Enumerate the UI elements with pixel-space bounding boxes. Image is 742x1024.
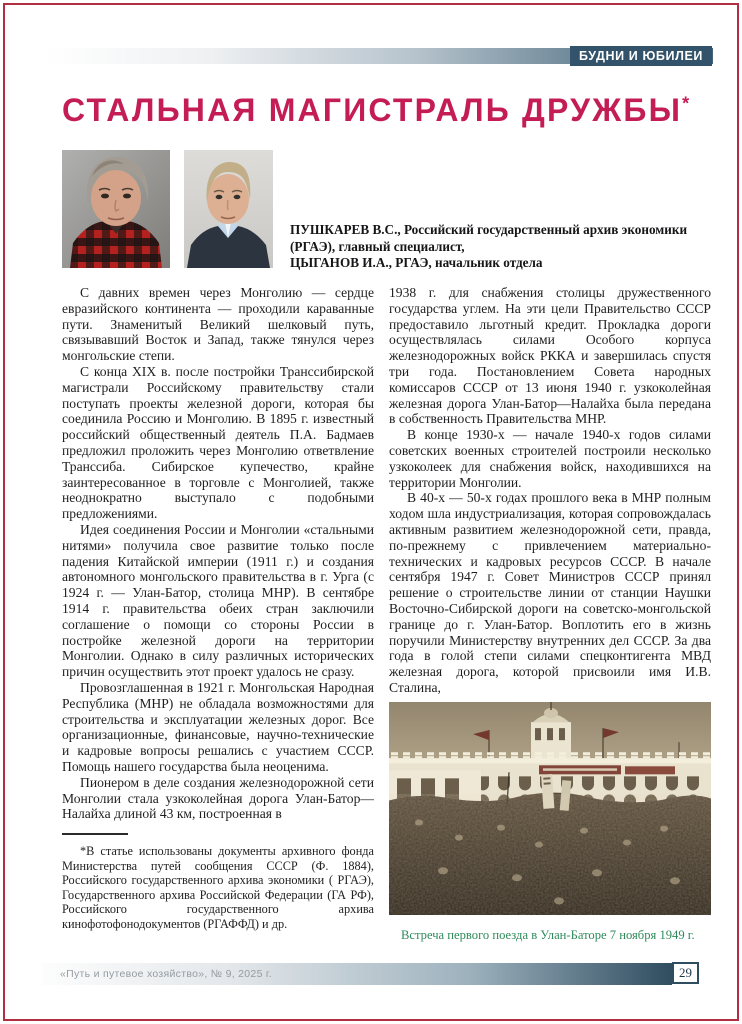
photo-caption: Встреча первого поезда в Улан-Баторе 7 ноября 1949 г. [401, 927, 695, 942]
authors-block [290, 222, 711, 271]
left-column [62, 285, 374, 944]
author-line: ПУШКАРЕВ В.С., Российский государственный архив экономики [290, 222, 688, 238]
footnote-separator [62, 833, 128, 835]
author-line: (РГАЭ), главный специалист, [290, 238, 465, 254]
title-footnote-mark: * [682, 93, 690, 114]
page-number-box [672, 962, 699, 984]
body-paragraph: Пионером в деле создания железнодорожной сети Монголии стала узкоколейная дорога Улан-Батор—Налайха длиной 43 км, построенная в [62, 774, 374, 822]
body-paragraph: Идея соединения России и Монголии «стальными нитями» получила свое развитие только после падения Китайской империи (1911 г.) и создания автономного монгольского правительства в г. Урга (с 1924 г. — Улан-Батор, столица МНР). В сентябре 1914 г. правительства обеих стран заключили соглашение о помощи со стороны России в постройке железной дороги на территории Монголии. Однако в силу различных исторических причин осуществить этот проект удалось не сразу. [62, 521, 374, 680]
page-number: 29 [679, 965, 692, 980]
section-label: БУДНИ И ЮБИЛЕИ [570, 46, 712, 66]
body-paragraph: Провозглашенная в 1921 г. Монгольская Народная Республика (МНР) не обладала возможностями для строительства и эксплуатации железных дорог. Все организационные, финансовые, научно-технические и кадровые вопросы решались с участием СССР. Помощь нашего государства была неоценима. [62, 679, 374, 774]
author-photo-tsyganov [184, 150, 273, 268]
body-paragraph: С давних времен через Монголию — сердце евразийского континента — проходили караванные пути. Знаменитый Великий шелковый путь, связывавший Восток и Запад, также тянулся через монгольские степи. [62, 285, 374, 364]
body-paragraph: В конце 1930-х — начале 1940-х годов силами советских военных строителей построили несколько узкоколеек для снабжения войск, находившихся на территории Монголии. [389, 427, 711, 490]
footnote-text: *В статье использованы документы архивного фонда Министерства путей сообщения СССР (Ф. 1884), Российского государственного архива экономики ( РГАЭ), Государственного архива Российской Федерации (ГА РФ), Российского государственного архива кинофотофонодокументов (РГАФФД) и др. [62, 844, 374, 932]
body-paragraph: В 40-х — 50-х годах прошлого века в МНР полным ходом шла индустриализация, которая сопровождалась активным развитием железнодорожной сети, правда, по-прежнему с привлечением материально-технических и кадровых ресурсов СССР. В начале сентября 1947 г. Совет Министров СССР принял решение о строительстве линии от станции Наушки Восточно-Сибирской дороги на советско-монгольской границе до г. Улан-Батор. Воплотить его в жизнь поручили Министерству внутренних дел СССР. За два года в голой степи силами спецконтигента МВД железная дорога, которой присвоили имя И.В. Сталина, [389, 490, 711, 695]
portrait-illustration [184, 150, 273, 268]
journal-title: «Путь и путевое хозяйство», № 9, 2025 г. [60, 968, 272, 980]
article-title-text: СТАЛЬНАЯ МАГИСТРАЛЬ ДРУЖБЫ [62, 92, 683, 128]
section-header-band [45, 48, 713, 64]
right-column [389, 285, 711, 944]
body-paragraph: С конца XIX в. после постройки Транссибирской магистрали Российскому правительству стали поступать проекты железной дороги, которая бы соединила Россию и Монголию. В 1895 г. известный российский общественный деятель П.А. Бадмаев предложил проложить через Монголию ответвление Транссиба. Сибирское купечество, крайне заинтересованное в торговле с Монголией, также неоднократно выступало с подобными предложениями. [62, 363, 374, 522]
station-crowd-photo [389, 702, 711, 915]
portrait-illustration [62, 150, 170, 268]
author-line: ЦЫГАНОВ И.А., РГАЭ, начальник отдела [290, 254, 543, 270]
article-title [62, 92, 689, 129]
article-body [62, 285, 711, 944]
footer-band [42, 963, 672, 985]
historical-photo-figure [389, 702, 711, 944]
body-paragraph: 1938 г. для снабжения столицы дружественного государства углем. На эти цели Правительство СССР предоставило льготный кредит. Прокладка дороги осуществлялась силами Особого корпуса железнодорожных войск РККА и завершилась спустя три года. Постановлением Совета народных комиссаров СССР от 13 июня 1940 г. узкоколейная железная дорога Улан-Батор—Налайха была передана в собственность Правительства МНР. [389, 285, 711, 427]
author-photo-pushkarev [62, 150, 170, 268]
authors-row [62, 150, 711, 268]
